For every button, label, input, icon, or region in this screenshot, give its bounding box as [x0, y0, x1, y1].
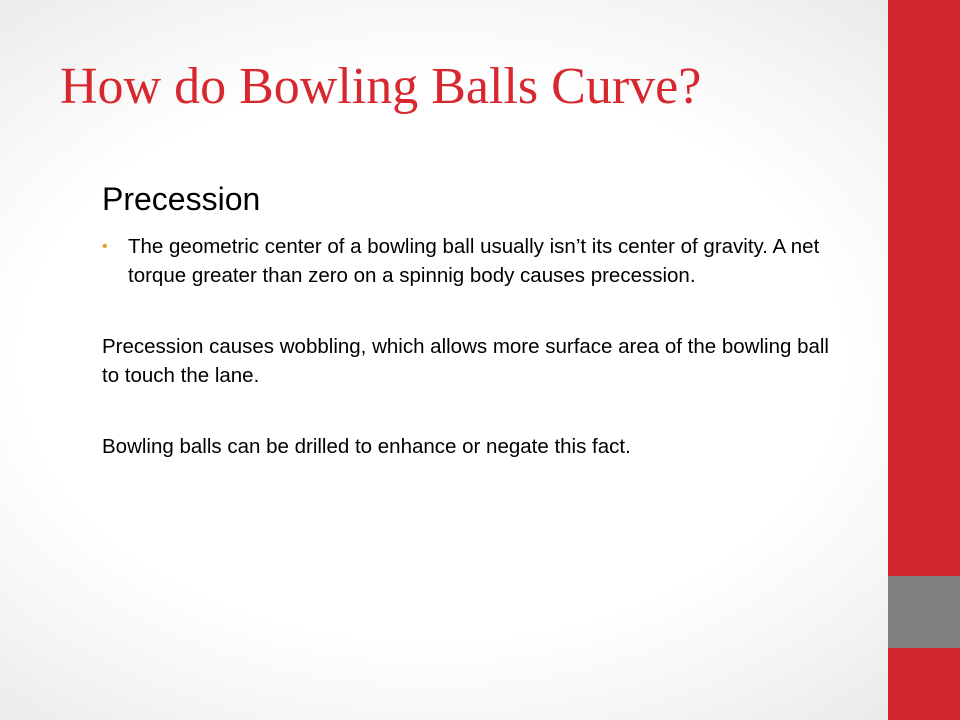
- slide-title: How do Bowling Balls Curve?: [60, 58, 702, 115]
- paragraph-wobbling: Precession causes wobbling, which allows more surface area of the bowling ball to touch the lane.: [102, 335, 829, 388]
- sidebar-red-block-bottom: [888, 648, 960, 720]
- bullet-item: [102, 232, 828, 290]
- paragraph-drilling: Bowling balls can be drilled to enhance or negate this fact.: [102, 435, 631, 459]
- slide-body: [102, 180, 862, 503]
- bullet-text: The geometric center of a bowling ball usually isn’t its center of gravity. A net torque greater than zero on a spinnig body causes precession.: [128, 235, 820, 288]
- bullet-marker: •: [102, 238, 108, 256]
- sidebar-red-block-top: [888, 0, 960, 576]
- decorative-sidebar: [888, 0, 960, 720]
- subheading: Precession: [102, 181, 261, 217]
- sidebar-gray-block: [888, 576, 960, 648]
